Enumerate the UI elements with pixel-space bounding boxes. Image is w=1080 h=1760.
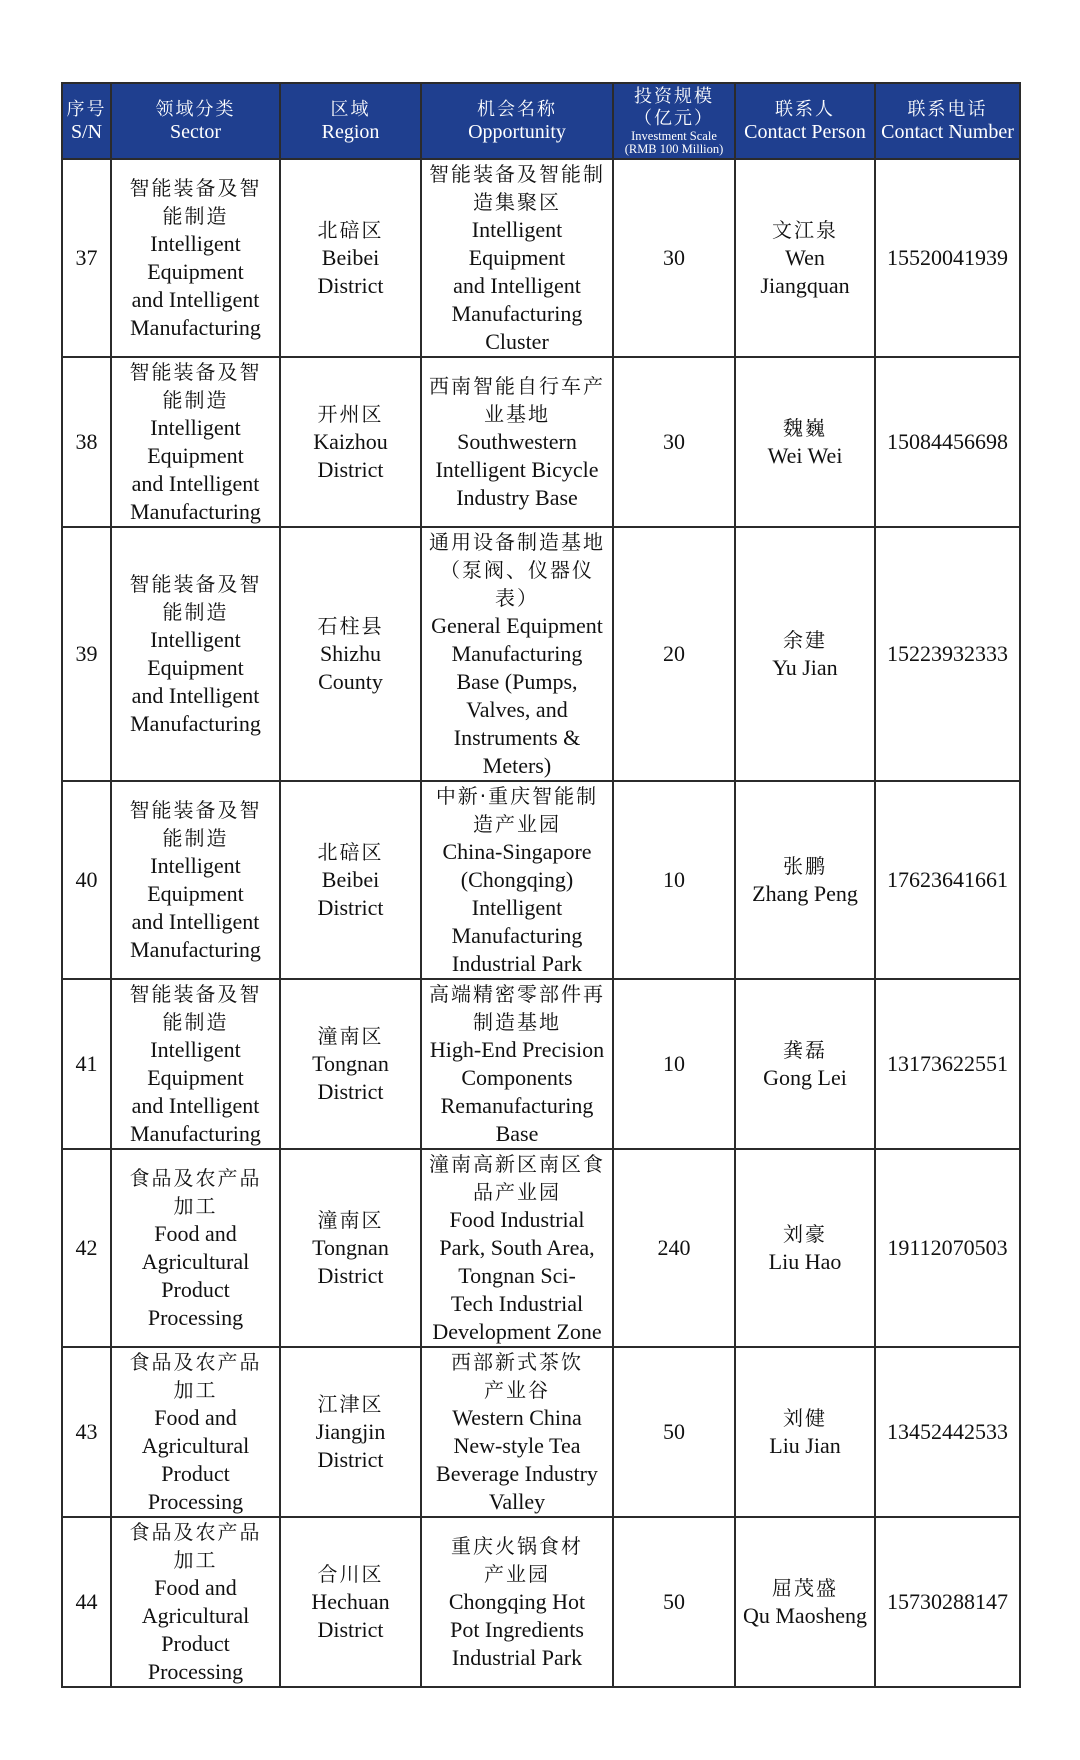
opportunity-cell-line: Intelligent (471, 895, 563, 920)
opportunity-cell-line: Meters) (482, 753, 552, 778)
contact-person-cell (735, 159, 875, 357)
investment-scale-cell: 50 (613, 1347, 735, 1517)
header-contact-person-en: Contact Person (744, 121, 866, 143)
investment-scale-cell: 10 (613, 781, 735, 979)
sector-cell-line: Processing (147, 1659, 244, 1684)
sector-cell-line: Intelligent (150, 1037, 241, 1062)
sector-cell (111, 527, 280, 781)
sector-cell-line: Processing (147, 1305, 244, 1330)
header-region (280, 83, 421, 159)
opportunity-cell (421, 1149, 613, 1347)
table-row (62, 979, 1020, 1149)
contact-person-cell-line: 文江泉 (772, 218, 838, 242)
sn-cell: 37 (62, 159, 111, 357)
sector-cell-line: Manufacturing (130, 315, 261, 340)
opportunity-cell-line: Components (461, 1065, 573, 1090)
contact-person-cell (735, 781, 875, 979)
opportunity-cell-line: Industrial Park (451, 1645, 583, 1670)
region-cell (280, 1149, 421, 1347)
opportunity-cell-line: 造集聚区 (473, 190, 561, 214)
contact-person-cell-line: Liu Jian (769, 1433, 841, 1458)
region-cell-line: District (317, 273, 384, 298)
sector-cell-line: 能制造 (162, 388, 229, 412)
sector-cell-line: and Intelligent (131, 1093, 260, 1118)
investment-scale-cell: 50 (613, 1517, 735, 1687)
opportunity-cell-line: 品产业园 (473, 1180, 561, 1204)
sector-cell-line: Agricultural (141, 1433, 250, 1458)
sector-cell-line: Product (161, 1461, 230, 1486)
sector-cell-line: Product (161, 1631, 230, 1656)
sector-cell-line: Manufacturing (130, 937, 261, 962)
opportunity-cell-line: Equipment (468, 245, 566, 270)
sector-cell-line: Manufacturing (130, 499, 261, 524)
opportunity-cell (421, 1347, 613, 1517)
sector-cell (111, 781, 280, 979)
region-cell-line: Jiangjin (315, 1419, 386, 1444)
sn-cell: 44 (62, 1517, 111, 1687)
opportunity-cell-line: 西部新式茶饮 (451, 1350, 583, 1374)
table-row (62, 1517, 1020, 1687)
sn-cell: 39 (62, 527, 111, 781)
sector-cell-line: 智能装备及智 (129, 982, 262, 1006)
opportunity-cell-line: Tech Industrial (450, 1291, 584, 1316)
sector-cell-line: 加工 (173, 1378, 218, 1402)
opportunity-cell-line: General Equipment (431, 613, 603, 638)
opportunity-cell (421, 527, 613, 781)
opportunity-cell-line: Industry Base (456, 485, 578, 510)
contact-number-cell: 13452442533 (875, 1347, 1020, 1517)
header-sector-en: Sector (169, 121, 222, 143)
region-cell-line: District (317, 895, 384, 920)
sector-cell-line: 加工 (173, 1548, 218, 1572)
contact-number-cell: 15730288147 (875, 1517, 1020, 1687)
sector-cell-line: Food and (154, 1575, 237, 1600)
opportunity-cell-line: New-style Tea (453, 1433, 581, 1458)
opportunity-cell-line: Food Industrial (449, 1207, 585, 1232)
sn-cell: 38 (62, 357, 111, 527)
region-cell-line: District (317, 1447, 384, 1472)
opportunity-cell-line: Manufacturing (451, 923, 583, 948)
sector-cell-line: and Intelligent (131, 287, 260, 312)
table-row (62, 781, 1020, 979)
region-cell-line: Shizhu (319, 641, 382, 666)
contact-person-cell-line: Zhang Peng (752, 881, 858, 906)
opportunity-cell-line: Manufacturing (451, 301, 583, 326)
opportunity-cell-line: 智能装备及智能制 (429, 162, 605, 186)
region-cell-line: Tongnan (312, 1235, 389, 1260)
opportunity-cell-line: Instruments & (453, 725, 581, 750)
opportunity-cell-line: Industrial Park (451, 951, 583, 976)
header-investment-scale-en: (RMB 100 Million) (624, 142, 724, 156)
contact-person-cell-line: 余建 (783, 628, 827, 652)
sector-cell (111, 357, 280, 527)
sector-cell-line: Equipment (147, 1065, 244, 1090)
contact-person-cell-line: 魏巍 (783, 416, 827, 440)
sector-cell-line: Agricultural (141, 1603, 250, 1628)
table-row (62, 357, 1020, 527)
header-opportunity-zh: 机会名称 (477, 99, 557, 120)
sector-cell-line: and Intelligent (131, 471, 260, 496)
opportunity-cell-line: 潼南高新区南区食 (429, 1152, 605, 1176)
sector-cell-line: Food and (154, 1221, 237, 1246)
region-cell-line: District (317, 1617, 384, 1642)
region-cell-line: 北碚区 (317, 218, 384, 242)
opportunity-cell-line: (Chongqing) (460, 867, 574, 892)
opportunity-cell-line: Manufacturing (451, 641, 583, 666)
investment-scale-cell: 10 (613, 979, 735, 1149)
contact-person-cell-line: 屈茂盛 (772, 1576, 838, 1600)
header-region-zh: 区域 (330, 99, 371, 120)
contact-person-cell (735, 527, 875, 781)
sector-cell-line: 能制造 (162, 826, 229, 850)
header-contact-number-zh: 联系电话 (907, 99, 988, 120)
sector-cell-line: Intelligent (150, 415, 241, 440)
sn-cell: 40 (62, 781, 111, 979)
sector-cell-line: Intelligent (150, 627, 241, 652)
table-row (62, 1149, 1020, 1347)
region-cell (280, 979, 421, 1149)
region-cell (280, 781, 421, 979)
opportunity-cell-line: Pot Ingredients (450, 1617, 584, 1642)
region-cell-line: District (317, 1263, 384, 1288)
opportunity-cell-line: 产业谷 (484, 1378, 550, 1402)
table-row (62, 159, 1020, 357)
contact-number-cell: 15520041939 (875, 159, 1020, 357)
contact-number-cell: 17623641661 (875, 781, 1020, 979)
sector-cell-line: Intelligent (150, 853, 241, 878)
opportunity-cell-line: 造产业园 (473, 812, 561, 836)
sector-cell-line: 食品及农产品 (129, 1166, 262, 1190)
header-contact-person-zh: 联系人 (775, 99, 835, 120)
opportunity-cell-line: Beverage Industry (436, 1461, 598, 1486)
sector-cell (111, 1149, 280, 1347)
opportunity-cell (421, 979, 613, 1149)
sn-cell: 42 (62, 1149, 111, 1347)
opportunity-cell-line: and Intelligent (453, 273, 581, 298)
region-cell (280, 357, 421, 527)
header-contact-number-en: Contact Number (881, 121, 1014, 143)
opportunity-cell-line: Southwestern (457, 429, 577, 454)
sector-cell-line: Processing (147, 1489, 244, 1514)
sector-cell-line: 加工 (173, 1194, 218, 1218)
opportunity-cell-line: Tongnan Sci- (458, 1263, 576, 1288)
header-investment-scale (613, 83, 735, 159)
sector-cell-line: and Intelligent (131, 909, 260, 934)
region-cell-line: 潼南区 (317, 1024, 384, 1048)
sector-cell-line: 食品及农产品 (129, 1520, 262, 1544)
table-row (62, 527, 1020, 781)
sector-cell-line: Agricultural (141, 1249, 250, 1274)
header-contact-person (735, 83, 875, 159)
sector-cell-line: 能制造 (162, 1010, 229, 1034)
opportunity-cell (421, 159, 613, 357)
investment-scale-cell: 20 (613, 527, 735, 781)
region-cell-line: 石柱县 (317, 614, 384, 638)
table-row (62, 1347, 1020, 1517)
opportunity-cell-line: 高端精密零部件再 (429, 982, 605, 1006)
region-cell (280, 1517, 421, 1687)
header-region-en: Region (321, 121, 380, 143)
opportunity-cell-line: Western China (452, 1405, 582, 1430)
sector-cell-line: Equipment (147, 881, 244, 906)
contact-person-cell (735, 979, 875, 1149)
contact-person-cell-line: 张鹏 (783, 854, 827, 878)
sector-cell-line: 智能装备及智 (129, 176, 262, 200)
contact-person-cell-line: Wei Wei (767, 443, 843, 468)
header-sector-zh: 领域分类 (155, 99, 236, 120)
opportunity-cell-line: 业基地 (484, 402, 550, 426)
investment-scale-cell: 240 (613, 1149, 735, 1347)
header-sector (111, 83, 280, 159)
sector-cell-line: and Intelligent (131, 683, 260, 708)
opportunity-cell-line: High-End Precision (429, 1037, 605, 1062)
sn-cell: 41 (62, 979, 111, 1149)
region-cell-line: 潼南区 (317, 1208, 384, 1232)
sector-cell-line: Product (161, 1277, 230, 1302)
sector-cell-line: 智能装备及智 (129, 572, 262, 596)
sector-cell-line: 智能装备及智 (129, 360, 262, 384)
header-sn (62, 83, 111, 159)
contact-person-cell (735, 1517, 875, 1687)
opportunity-cell-line: 制造基地 (473, 1010, 561, 1034)
header-contact-number (875, 83, 1020, 159)
sector-cell-line: Manufacturing (130, 1121, 261, 1146)
region-cell-line: District (317, 1079, 384, 1104)
region-cell-line: 合川区 (317, 1562, 384, 1586)
header-investment-scale-en: Investment Scale (631, 129, 717, 143)
sector-cell-line: Food and (154, 1405, 237, 1430)
opportunity-cell-line: Cluster (485, 329, 549, 354)
opportunity-cell-line: Intelligent (471, 217, 563, 242)
opportunity-cell-line: Remanufacturing (440, 1093, 594, 1118)
sector-cell (111, 159, 280, 357)
sn-cell: 43 (62, 1347, 111, 1517)
sector-cell-line: 能制造 (162, 204, 229, 228)
opportunity-cell-line: （泵阀、仪器仪表） (440, 558, 594, 610)
contact-number-cell: 19112070503 (875, 1149, 1020, 1347)
contact-person-cell-line: Yu Jian (772, 655, 838, 680)
contact-person-cell (735, 1347, 875, 1517)
region-cell-line: Hechuan (311, 1589, 390, 1614)
sector-cell-line: 能制造 (162, 600, 229, 624)
region-cell-line: District (317, 457, 384, 482)
opportunity-cell-line: Development Zone (432, 1319, 602, 1344)
opportunity-cell-line: Base (495, 1121, 539, 1146)
contact-person-cell-line: Gong Lei (763, 1065, 847, 1090)
opportunity-cell-line: 通用设备制造基地 (429, 530, 605, 554)
opportunity-cell-line: 中新·重庆智能制 (435, 784, 599, 808)
opportunity-cell-line: China-Singapore (442, 839, 592, 864)
opportunity-cell (421, 781, 613, 979)
region-cell-line: 开州区 (317, 402, 384, 426)
sector-cell (111, 979, 280, 1149)
opportunity-cell-line: Base (Pumps, (456, 669, 578, 694)
region-cell-line: Beibei (321, 867, 380, 892)
opportunity-cell-line: Valves, and (466, 697, 568, 722)
header-opportunity-en: Opportunity (468, 121, 566, 143)
table-body (62, 159, 1020, 1687)
region-cell (280, 527, 421, 781)
contact-number-cell: 13173622551 (875, 979, 1020, 1149)
header-sn-zh: 序号 (66, 99, 107, 120)
contact-number-cell: 15223932333 (875, 527, 1020, 781)
investment-opportunity-table (61, 82, 1021, 1688)
opportunity-cell-line: 西南智能自行车产 (429, 374, 605, 398)
region-cell (280, 1347, 421, 1517)
opportunity-cell (421, 1517, 613, 1687)
sector-cell-line: Manufacturing (130, 711, 261, 736)
header-investment-scale-zh: 投资规模（亿元） (634, 86, 714, 129)
sector-cell-line: 智能装备及智 (129, 798, 262, 822)
opportunity-cell-line: 重庆火锅食材 (451, 1534, 583, 1558)
opportunity-cell-line: Valley (488, 1489, 546, 1514)
contact-person-cell (735, 357, 875, 527)
investment-scale-cell: 30 (613, 159, 735, 357)
sector-cell (111, 1347, 280, 1517)
opportunity-cell-line: Intelligent Bicycle (435, 457, 599, 482)
contact-person-cell (735, 1149, 875, 1347)
opportunity-cell-line: Park, South Area, (439, 1235, 595, 1260)
region-cell-line: County (318, 669, 383, 694)
contact-person-cell-line: Liu Hao (768, 1249, 842, 1274)
contact-person-cell-line: Wen (785, 245, 825, 270)
investment-scale-cell: 30 (613, 357, 735, 527)
region-cell-line: 江津区 (317, 1392, 384, 1416)
region-cell-line: Beibei (321, 245, 380, 270)
opportunity-cell-line: 产业园 (484, 1562, 550, 1586)
sector-cell-line: Equipment (147, 655, 244, 680)
header-sn-en: S/N (70, 121, 103, 143)
region-cell (280, 159, 421, 357)
region-cell-line: 北碚区 (317, 840, 384, 864)
sector-cell-line: Equipment (147, 259, 244, 284)
sector-cell-line: 食品及农产品 (129, 1350, 262, 1374)
contact-person-cell-line: 刘豪 (783, 1222, 827, 1246)
table-header-row (62, 83, 1020, 159)
contact-person-cell-line: Jiangquan (760, 273, 850, 298)
opportunity-cell (421, 357, 613, 527)
header-opportunity (421, 83, 613, 159)
contact-person-cell-line: 刘健 (783, 1406, 827, 1430)
opportunity-cell-line: Chongqing Hot (448, 1589, 586, 1614)
region-cell-line: Kaizhou (313, 429, 388, 454)
region-cell-line: Tongnan (312, 1051, 389, 1076)
contact-person-cell-line: Qu Maosheng (742, 1603, 868, 1628)
sector-cell (111, 1517, 280, 1687)
contact-number-cell: 15084456698 (875, 357, 1020, 527)
sector-cell-line: Equipment (147, 443, 244, 468)
contact-person-cell-line: 龚磊 (783, 1038, 827, 1062)
sector-cell-line: Intelligent (150, 231, 241, 256)
